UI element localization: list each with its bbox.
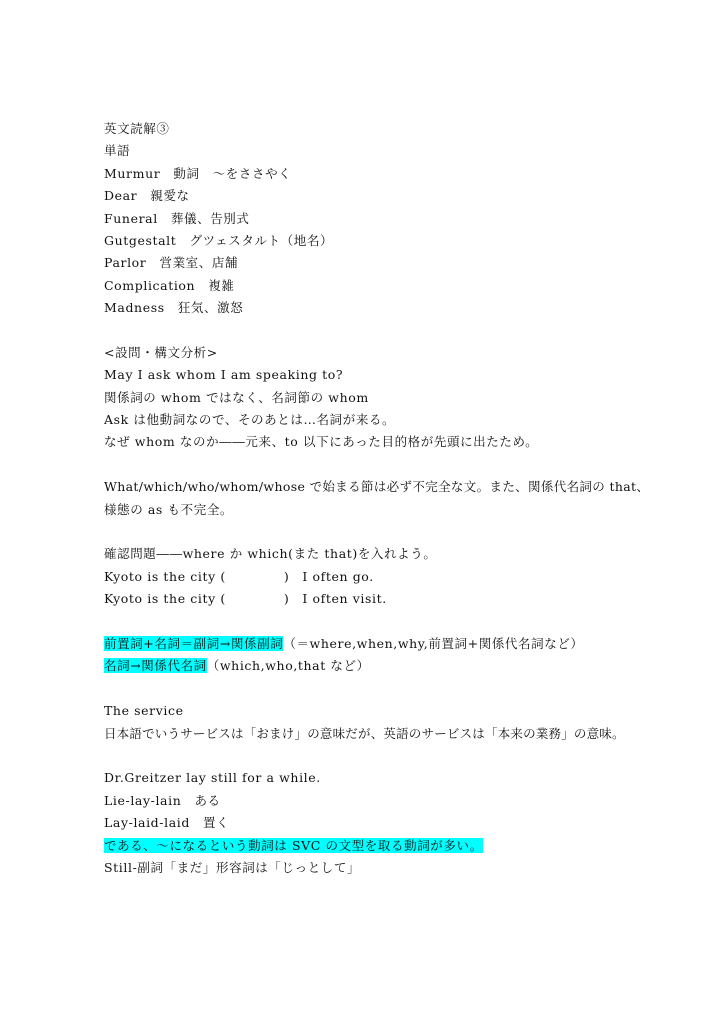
vocab-item: Funeral 葬儀、告別式 <box>104 210 250 226</box>
blank-line <box>104 320 704 342</box>
sentence-line-5: Still-副詞「まだ」形容詞は「じっとして」 <box>104 859 361 875</box>
document-page <box>104 118 704 879</box>
vocab-item: Madness 狂気、激怒 <box>104 300 244 316</box>
blank-line <box>104 745 704 767</box>
doc-title: 英文読解③ <box>104 121 170 136</box>
grammar-rule-1 <box>104 633 704 655</box>
vocab-item: Dear 親愛な <box>104 188 190 204</box>
vocab-item: Parlor 営業室、店舗 <box>104 255 239 271</box>
sentence-line-1: Dr.Greitzer lay still for a while. <box>104 770 321 786</box>
quiz-q1-after: ) I often go. <box>283 568 374 584</box>
quiz-question-1 <box>104 566 704 588</box>
grammar-rule-2 <box>104 655 704 677</box>
analysis-heading: <設問・構文分析> <box>104 344 218 360</box>
quiz-q2-before: Kyoto is the city ( <box>104 591 226 607</box>
incomplete-line-1: What/which/who/whom/whose で始まる節は必ず不完全な文。また、関係代名詞の that、 <box>104 479 650 495</box>
analysis-line: Ask は他動詞なので、そのあとは…名詞が来る。 <box>104 412 396 428</box>
blank-line <box>104 611 704 633</box>
highlight-rule-2: 名詞→関係代名詞 <box>104 658 207 674</box>
rule-1-rest: （＝where,when,why,前置詞+関係代名詞など） <box>283 635 584 651</box>
service-text: 日本語でいうサービスは「おまけ」の意味だが、英語のサービスは「本来の業務」の意味。 <box>104 725 625 741</box>
analysis-line: 関係詞の whom ではなく、名詞節の whom <box>104 389 369 405</box>
sentence-line-2: Lie-lay-lain ある <box>104 792 221 808</box>
vocab-item: Gutgestalt グツェスタルト（地名） <box>104 232 334 248</box>
vocab-item: Complication 複雑 <box>104 277 235 293</box>
highlight-rule-1: 前置詞+名詞＝副詞→関係副詞 <box>104 635 284 651</box>
rule-2-rest: （which,who,that など） <box>206 658 370 674</box>
blank-line <box>104 521 704 543</box>
service-heading: The service <box>104 703 184 719</box>
highlight-svc: である、～になるという動詞は SVC の文型を取る動詞が多い。 <box>104 837 483 853</box>
incomplete-line-2: 様態の as も不完全。 <box>104 501 234 517</box>
quiz-heading: 確認問題――where か which(また that)を入れよう。 <box>104 546 437 562</box>
vocab-item: Murmur 動詞 ～をささやく <box>104 165 292 181</box>
quiz-question-2 <box>104 588 704 610</box>
analysis-line: なぜ whom なのか――元来、to 以下にあった目的格が先頭に出たため。 <box>104 434 539 450</box>
quiz-q1-before: Kyoto is the city ( <box>104 568 226 584</box>
blank-line <box>104 454 704 476</box>
blank-line <box>104 678 704 700</box>
sentence-line-3: Lay-laid-laid 置く <box>104 815 230 831</box>
vocab-heading: 単語 <box>104 143 131 159</box>
analysis-line: May I ask whom I am speaking to? <box>104 367 344 383</box>
quiz-q2-after: ) I often visit. <box>283 591 387 607</box>
sentence-line-4 <box>104 835 704 857</box>
